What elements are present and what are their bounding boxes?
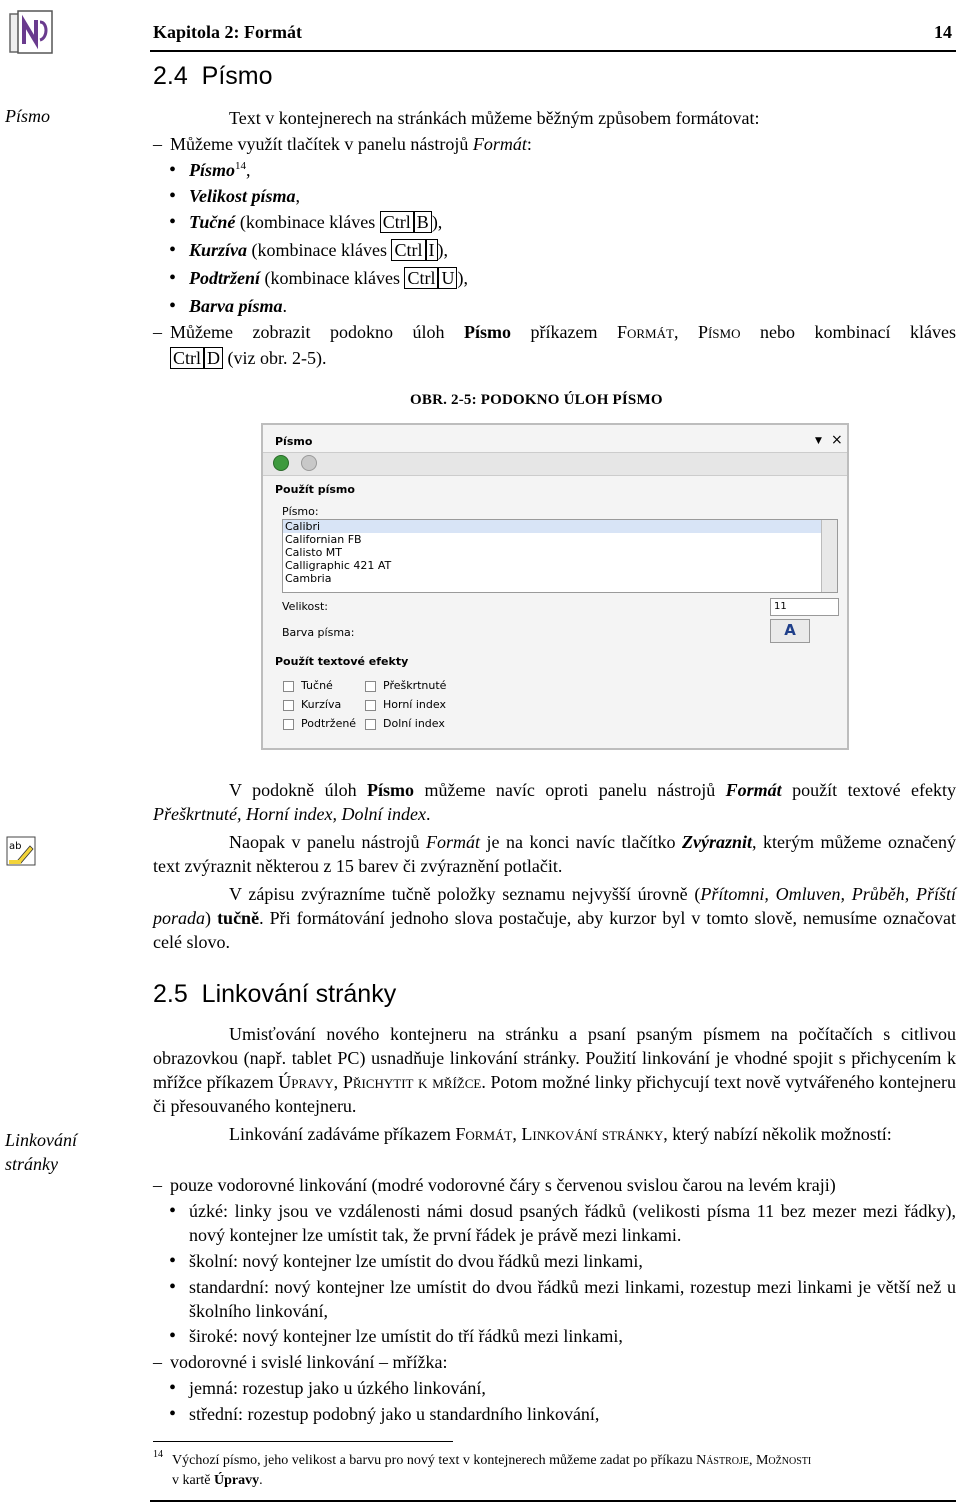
bullet-pismo: • Písmo$^{14}$,	[189, 158, 251, 182]
footnote-number: 14	[153, 1449, 163, 1460]
margin-note-pismo: Písmo	[5, 106, 50, 126]
footnote-text: Výchozí písmo, jeho velikost a barvu pro nový text v kontejnerech můžeme zadat po příkazu Nástroje, Možnosti v kartě Úpravy.	[172, 1453, 812, 1488]
key-b: B	[414, 211, 432, 233]
font-list-item[interactable]: Californian FB	[285, 533, 362, 546]
footer-rule	[150, 1500, 956, 1502]
header-rule	[150, 50, 956, 52]
font-list-item[interactable]: Calisto MT	[285, 546, 343, 559]
section-number: 2.5	[153, 980, 188, 1008]
bullet-barva: • Barva písma.	[189, 294, 287, 318]
effect-label: Horní index	[383, 698, 446, 711]
dash-item-grid: – vodorovné i svislé linkování – mřížka:	[170, 1350, 447, 1374]
bullet-velikost: • Velikost písma,	[189, 184, 300, 208]
pane-close-icon[interactable]: ×	[831, 432, 843, 448]
font-list-item[interactable]: Cambria	[285, 572, 332, 585]
key-ctrl: Ctrl	[391, 239, 425, 261]
size-field[interactable]: 11	[770, 598, 839, 616]
forward-button-icon[interactable]	[301, 455, 317, 471]
checkbox-superscript[interactable]	[365, 700, 376, 711]
pane-title: Písmo	[275, 435, 313, 448]
task-pane-font	[261, 423, 849, 750]
key-d: D	[204, 347, 223, 369]
key-ctrl: Ctrl	[170, 347, 204, 369]
checkbox-subscript[interactable]	[365, 719, 376, 730]
bullet-tucne: • Tučné (kombinace kláves Ctrl B ),	[189, 210, 442, 234]
paragraph-highlight: Naopak v panelu nástrojů Formát je na konci navíc tlačítko Zvýraznit, kterým můžeme označený text zvýraznit některou z 15 barev či zvýraznění potlačit.	[153, 832, 957, 876]
paragraph-ruling-options: Linkování zadáváme příkazem Formát, Linkování stránky, který nabízí několik možností:	[229, 1124, 892, 1144]
font-list-item[interactable]: Calligraphic 421 AT	[285, 559, 392, 572]
section-text-effects: Použít textové efekty	[275, 655, 409, 668]
dash-item-horizontal: – pouze vodorovné linkování (modré vodorovné čáry s červenou svislou čarou na levém kraji)	[170, 1173, 836, 1197]
margin-note-linkovani-2: stránky	[5, 1154, 58, 1174]
svg-text:ab: ab	[9, 841, 22, 852]
dash-item-pane-cont: Ctrl D (viz obr. 2-5).	[170, 346, 327, 370]
section-heading-2-4	[153, 64, 273, 88]
figure-caption: OBR. 2-5: PODOKNO ÚLOH PÍSMO	[410, 392, 663, 408]
effect-label: Tučné	[301, 679, 333, 692]
bullet-medium: • střední: rozestup podobný jako u standardního linkování,	[189, 1402, 599, 1426]
effect-label: Dolní index	[383, 717, 445, 730]
chapter-title: Kapitola 2: Formát	[153, 22, 302, 42]
bullet-podtrzeni: • Podtržení (kombinace kláves Ctrl U ),	[189, 266, 468, 290]
key-i: I	[426, 239, 438, 261]
section-number: 2.4	[153, 62, 188, 90]
effect-label: Kurzíva	[301, 698, 342, 711]
bullet-kurziva: • Kurzíva (kombinace kláves Ctrl I ),	[189, 238, 448, 262]
bullet-school: • školní: nový kontejner lze umístit do dvou řádků mezi linkami,	[189, 1249, 643, 1273]
bullet-wide: • široké: nový kontejner lze umístit do tří řádků mezi linkami,	[189, 1324, 623, 1348]
key-ctrl: Ctrl	[404, 267, 438, 289]
key-ctrl: Ctrl	[380, 211, 414, 233]
font-label: Písmo:	[282, 505, 319, 518]
margin-note-linkovani-1: Linkování	[5, 1130, 77, 1150]
bullet-fine: • jemná: rozestup jako u úzkého linkování,	[189, 1376, 486, 1400]
checkbox-strikethrough[interactable]	[365, 681, 376, 692]
highlight-tool-icon	[6, 836, 36, 866]
size-label: Velikost:	[282, 600, 329, 613]
font-color-button[interactable]: A	[770, 619, 810, 643]
checkbox-underline[interactable]	[283, 719, 294, 730]
checkbox-bold[interactable]	[283, 681, 294, 692]
dash-item-toolbar: – Můžeme využít tlačítek v panelu nástrojů Formát:	[170, 132, 532, 156]
onenote-logo-icon	[8, 10, 56, 56]
section-title: Písmo	[201, 62, 273, 90]
pane-toolbar	[263, 452, 847, 476]
font-list-scrollbar[interactable]	[821, 520, 837, 592]
color-label: Barva písma:	[282, 626, 355, 639]
bullet-standard: • standardní: nový kontejner lze umístit do dvou řádků mezi linkami, rozestup mezi linkami je větší než u školního linkování,	[189, 1275, 956, 1323]
key-u: U	[438, 267, 457, 289]
section-use-font: Použít písmo	[275, 483, 355, 496]
paragraph-bold-list: V zápisu zvýrazníme tučně položky seznamu nejvyšší úrovně (Přítomni, Omluven, Průběh, Příští porada) tučně. Při formátování jednoho slova postačuje, aby kurzor byl v tomto slově, nemusíme označovat celé slovo.	[153, 884, 956, 952]
effect-label: Přeškrtnuté	[383, 679, 447, 692]
section-title: Linkování stránky	[201, 980, 397, 1008]
footnote-rule	[153, 1441, 453, 1442]
paragraph-effects: V podokně úloh Písmo můžeme navíc oproti panelu nástrojů Formát použít textové efekty Přeškrtnuté, Horní index, Dolní index.	[153, 780, 956, 824]
dash-item-pane: – Můžeme zobrazit podokno úloh Písmo příkazem Formát, Písmo nebo kombinací kláves	[170, 320, 956, 344]
effect-label: Podtržené	[301, 717, 357, 730]
section-heading-2-5	[153, 982, 396, 1006]
intro-text: Text v kontejnerech na stránkách můžeme běžným způsobem formátovat:	[229, 108, 760, 128]
back-button-icon[interactable]	[273, 455, 289, 471]
pane-dropdown-icon[interactable]: ▼	[815, 436, 822, 446]
paragraph-ruling-intro: Umisťování nového kontejneru na stránku a psaní psaným písmem na počítačích s citlivou obrazovkou (např. tablet PC) usnadňuje linkování stránky. Použití linkování je vhodné spojit s přichycením k mřížce příkazem Úpravy, Přichytit k mřížce. Potom možné linky přichycují text nově vytvářeného kontejneru či přesouvaného kontejneru.	[153, 1024, 957, 1116]
checkbox-italic[interactable]	[283, 700, 294, 711]
bullet-narrow: • úzké: linky jsou ve vzdálenosti námi dosud psaných řádků (velikosti písma 11 bez mezer mezi řádky), nový kontejner lze umístit tak, že první řádek je právě mezi linkami.	[189, 1199, 956, 1247]
font-list-item[interactable]: Calibri	[283, 520, 837, 533]
page-number: 14	[934, 22, 952, 42]
font-list[interactable]	[282, 519, 838, 593]
